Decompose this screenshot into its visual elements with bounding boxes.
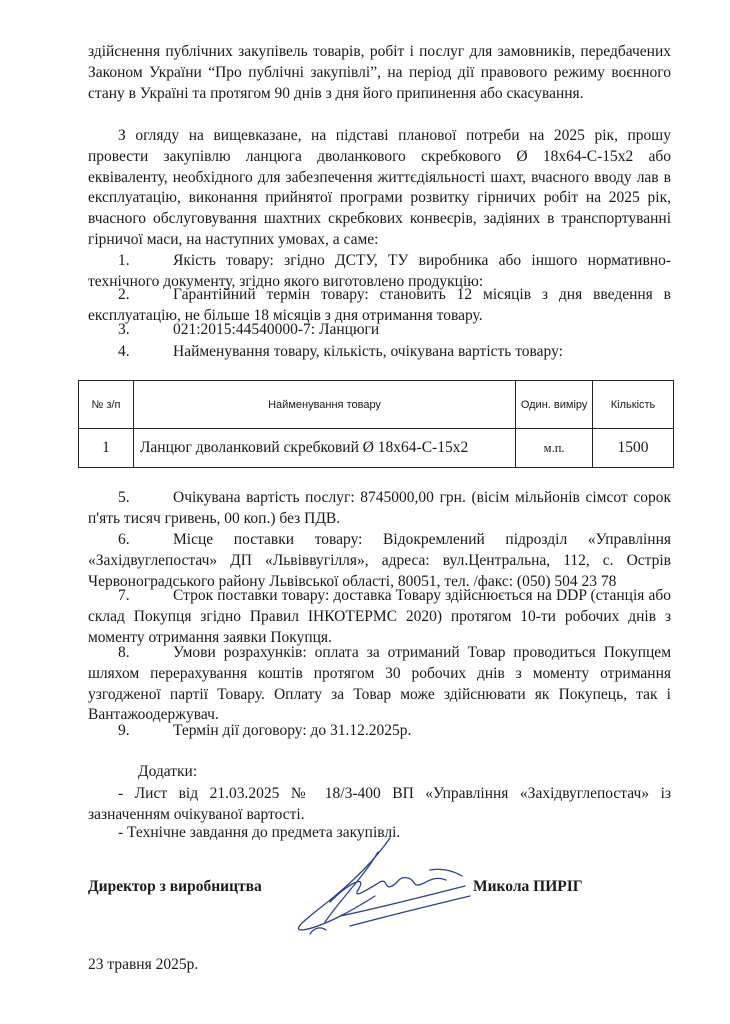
cell-unit: м.п. <box>516 429 593 468</box>
item-text: Строк поставки товару: доставка Товару здійснюється на DDP (станція або склад Покупця згідно Правил ІНКОТЕРМС 2020) протягом 10-ти робочих днів з моменту отримання заявки Покупця. <box>88 587 671 646</box>
item-text: Гарантійний термін товару: становить 12 місяців з дня введення в експлуатацію, не більше 18 місяців з дня отримання товару. <box>88 286 671 324</box>
condition-item-8 <box>88 643 671 726</box>
item-text: Термін дії договору: до 31.12.2025р. <box>173 722 412 739</box>
condition-item-9 <box>88 721 671 742</box>
header-name: Найменування товару <box>133 381 515 429</box>
attachment-item-1: - Лист від 21.03.2025 № 18/3-400 ВП «Управління «Західвуглепостач» із зазначенням очікуваної вартості. <box>88 785 671 823</box>
handwritten-signature <box>280 830 490 940</box>
condition-item-6 <box>88 530 671 592</box>
signer-position: Директор з виробництва <box>88 878 262 895</box>
item-text: Якість товару: згідно ДСТУ, ТУ виробника або іншого нормативно-технічного документу, згідно якого виготовлено продукцію: <box>88 252 671 290</box>
condition-item-3 <box>88 320 671 341</box>
header-unit: Один. виміру <box>516 381 593 429</box>
table-row <box>79 429 674 468</box>
item-number: 6. <box>118 531 130 548</box>
condition-item-7 <box>88 586 671 648</box>
item-text: 021:2015:44540000-7: Ланцюги <box>173 321 380 338</box>
item-number: 4. <box>118 343 130 360</box>
item-number: 1. <box>118 252 130 269</box>
item-text: Умови розрахунків: оплата за отриманий Товар проводиться Покупцем шляхом перерахування коштів протягом 30 робочих днів з моменту отримання узгодженої партії Товару. Оплату за Товар може здійснювати як Покупець, так і Вантажоодержувач. <box>88 644 671 724</box>
table-header-row <box>79 381 674 429</box>
attachment-item-2: - Технічне завдання до предмета закупівлі. <box>118 824 401 841</box>
item-number: 8. <box>118 644 130 661</box>
signer-name: Микола ПИРІГ <box>473 878 583 895</box>
item-text: Найменування товару, кількість, очікувана вартість товару: <box>173 343 563 360</box>
goods-table <box>78 380 674 468</box>
cell-num: 1 <box>79 429 134 468</box>
condition-item-4 <box>88 342 671 363</box>
request-paragraph: З огляду на вищевказане, на підставі планової потреби на 2025 рік, прошу провести закупівлю ланцюга дволанкового скребкового Ø 18х64-С-15х2 або еквіваленту, необхідного для забезпечення життєдіяльності шахт, вчасного вводу лав в експлуатацію, виконання прийнятої програми розвитку гірничих робіт на 2025 рік, вчасного обслуговування шахтних скребкових конвеєрів, задіяних в транспортуванні гірничої маси, на наступних умовах, а саме: <box>88 127 671 248</box>
attachments-heading: Додатки: <box>138 763 198 780</box>
item-number: 9. <box>118 722 130 739</box>
header-qty: Кількість <box>593 381 674 429</box>
item-text: Місце поставки товару: Відокремлений підрозділ «Управління «Західвуглепостач» ДП «Львіввугілля», адреса: вул.Центральна, 112, с. Острів Червоноградського району Львівської області, 80051, тел. /факс: (050) 504 23 78 <box>88 531 671 590</box>
header-num: № з/п <box>79 381 134 429</box>
item-number: 3. <box>118 321 130 338</box>
item-text: Очікувана вартість послуг: 8745000,00 грн. (вісім мільйонів сімсот сорок п'ять тисяч гривень, 00 коп.) без ПДВ. <box>88 489 671 527</box>
item-number: 7. <box>118 587 130 604</box>
condition-item-5 <box>88 488 671 530</box>
item-number: 5. <box>118 489 130 506</box>
item-number: 2. <box>118 286 130 303</box>
intro-paragraph: здійснення публічних закупівель товарів, робіт і послуг для замовників, передбачених Законом України “Про публічні закупівлі”, на період дії правового режиму воєнного стану в Україні та протягом 90 днів з дня його припинення або скасування. <box>88 43 671 102</box>
cell-name: Ланцюг дволанковий скребковий Ø 18х64-С-15х2 <box>133 429 515 468</box>
document-date: 23 травня 2025р. <box>88 956 199 973</box>
cell-qty: 1500 <box>593 429 674 468</box>
